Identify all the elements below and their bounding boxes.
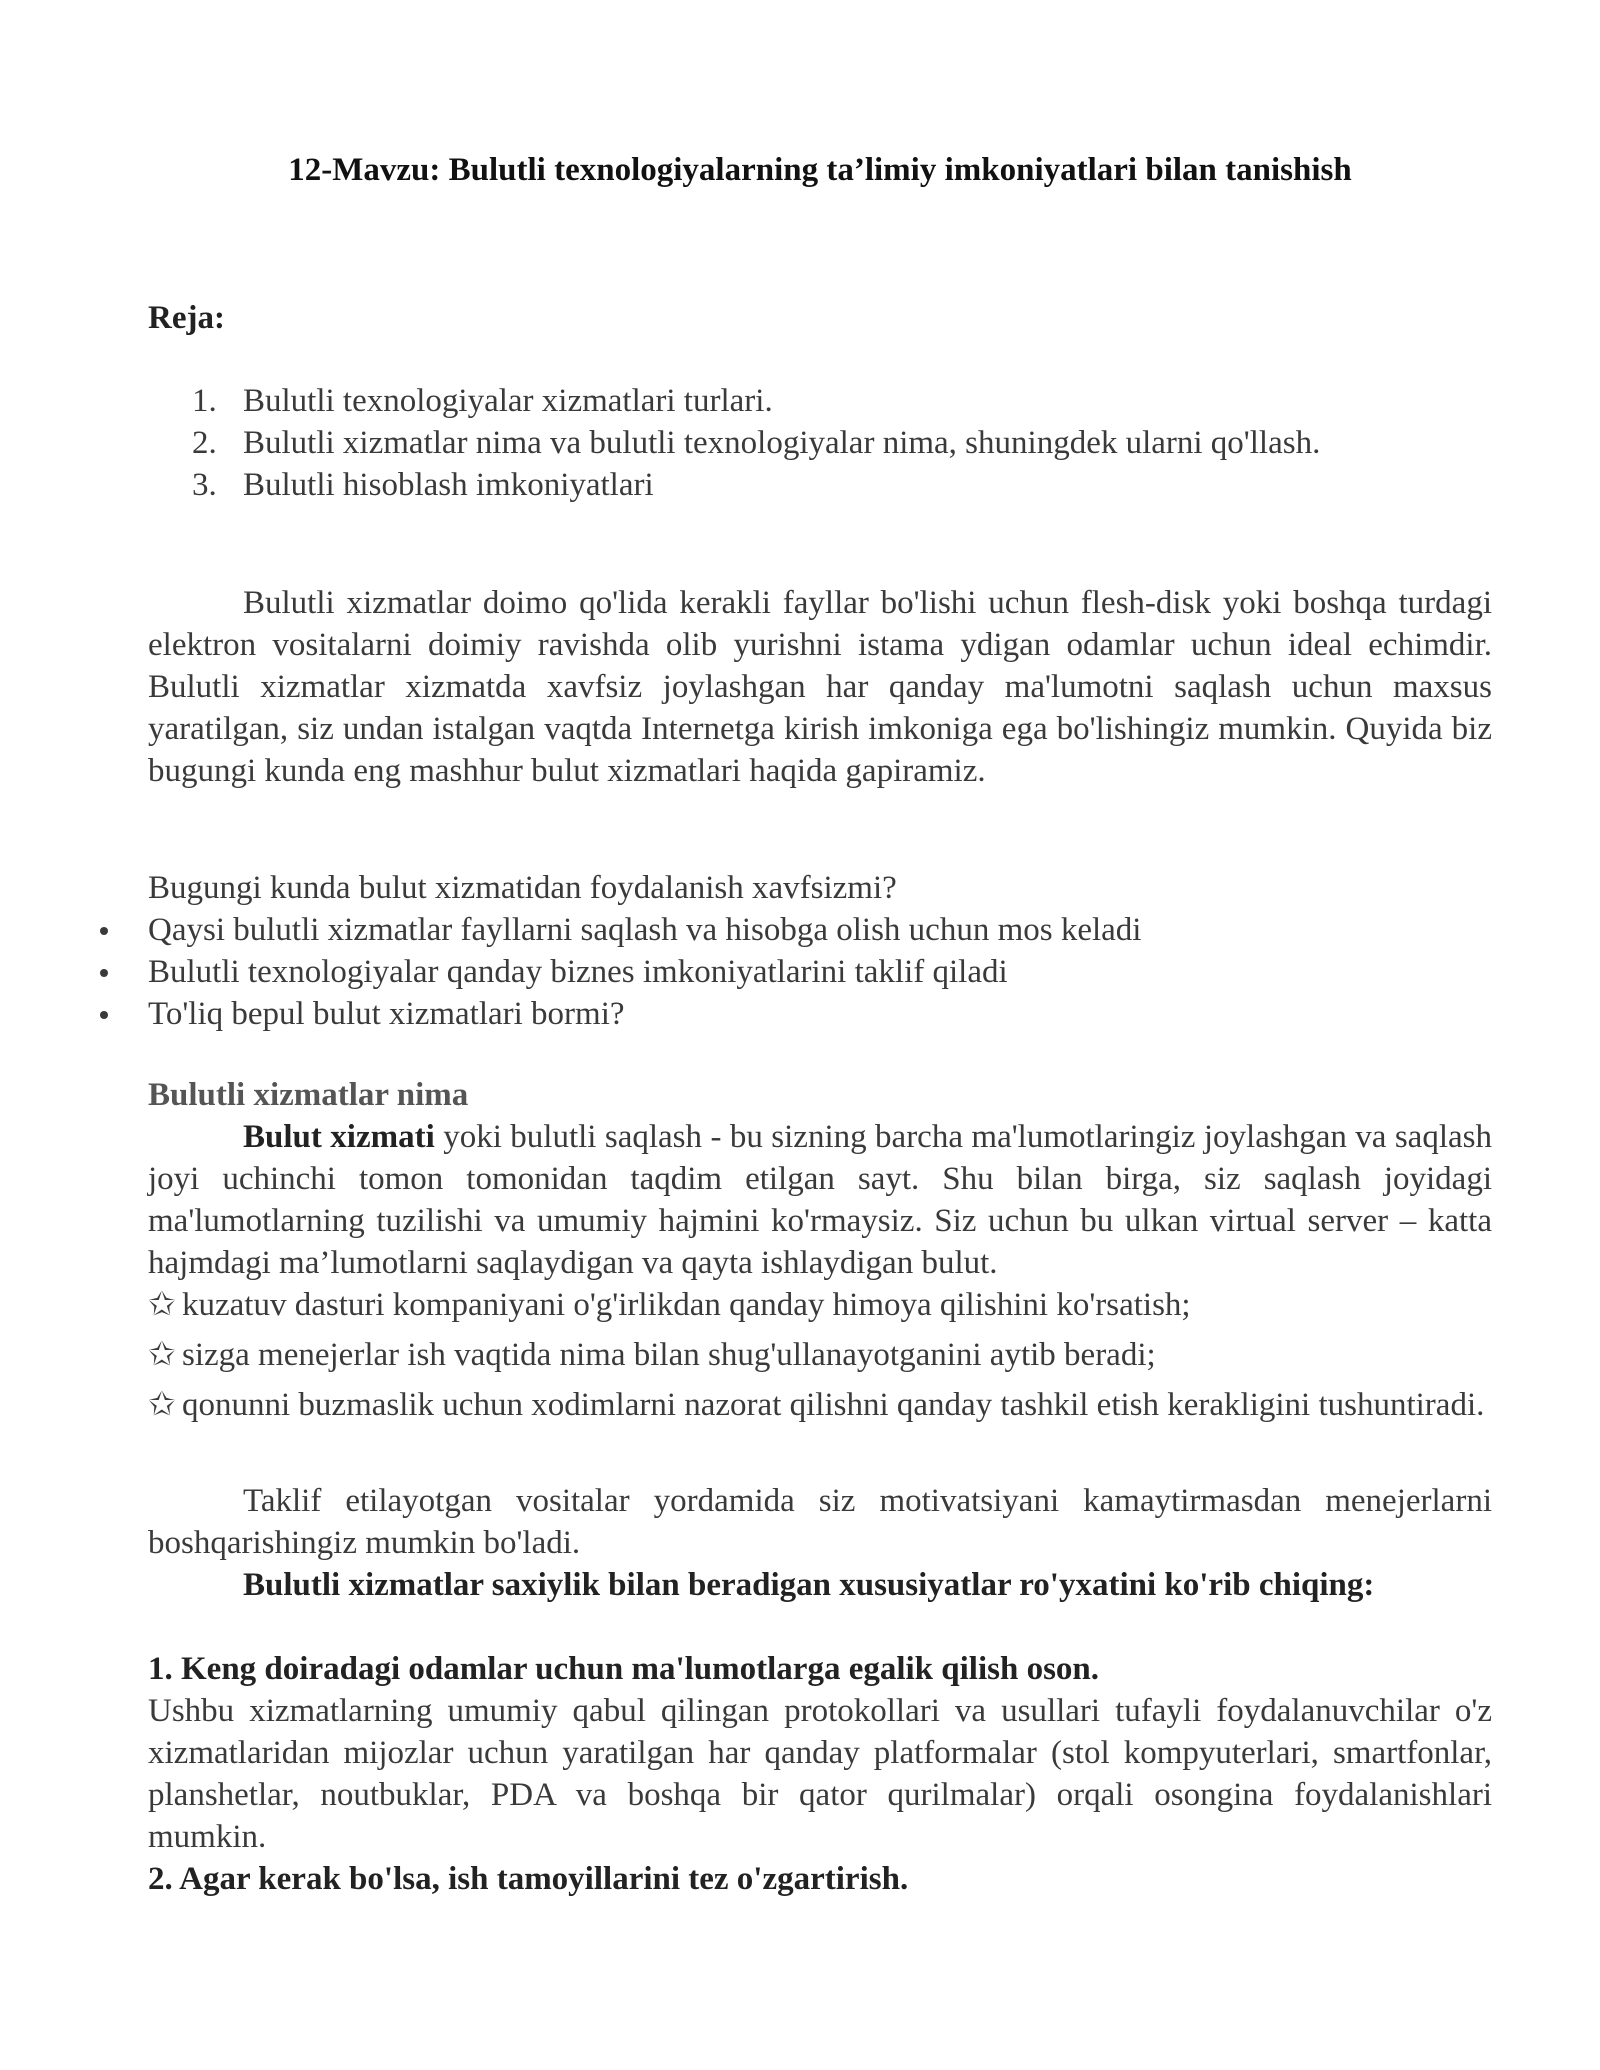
definition-paragraph: [148, 1116, 1492, 1284]
question-text: Bulutli texnologiyalar qanday biznes imkoniyatlarini taklif qiladi: [148, 954, 1008, 990]
bullet-icon: [100, 1011, 108, 1019]
question-item: [148, 909, 1492, 951]
document-title: 12-Mavzu: Bulutli texnologiyalarning ta’limiy imkoniyatlari bilan tanishish: [288, 152, 1352, 188]
plan-item: [148, 422, 1498, 464]
taklif-paragraph: Taklif etilayotgan vositalar yordamida siz motivatsiyani kamaytirmasdan menejerlarni boshqarishingiz mumkin bo'ladi.: [148, 1483, 1492, 1561]
plan-heading: Reja:: [148, 300, 225, 336]
plan-item-text: Bulutli xizmatlar nima va bulutli texnologiyalar nima, shuningdek ularni qo'llash.: [243, 425, 1321, 461]
question-text: Qaysi bulutli xizmatlar fayllarni saqlash va hisobga olish uchun mos keladi: [148, 912, 1142, 948]
star-item-text: sizga menejerlar ish vaqtida nima bilan shug'ullanayotganini aytib beradi;: [182, 1337, 1156, 1373]
star-item: [148, 1334, 1492, 1376]
star-icon: ✩: [148, 1287, 176, 1323]
plan-item-number: 1.: [192, 383, 217, 419]
question-lead: Bugungi kunda bulut xizmatidan foydalanish xavfsizmi?: [148, 870, 897, 906]
plan-item-number: 3.: [192, 467, 217, 503]
question-text: To'liq bepul bulut xizmatlari bormi?: [148, 996, 625, 1032]
plan-item: [148, 464, 1498, 506]
bullet-icon: [100, 927, 108, 935]
star-icon: ✩: [148, 1337, 176, 1373]
point-1-paragraph: Ushbu xizmatlarning umumiy qabul qilingan protokollari va usullari tufayli foydalanuvchilar o'z xizmatlaridan mijozlar uchun yaratilgan har qanday platformalar (stol kompyuterlari, smartfonlar, planshetlar, noutbuklar, PDA va boshqa bir qator qurilmalar) orqali osongina foydalanishlari mumkin.: [148, 1693, 1492, 1855]
plan-list: [148, 380, 1498, 506]
question-list: [148, 909, 1492, 1035]
star-icon: ✩: [148, 1387, 176, 1423]
star-item: [148, 1284, 1492, 1326]
definition-text: yoki bulutli saqlash - bu sizning barcha ma'lumotlaringiz joylashgan va saqlash joyi uchinchi tomon tomonidan taqdim etilgan sayt. Shu bilan birga, siz saqlash joyidagi ma'lumotlarning tuzilishi va umumiy hajmini ko'rmaysiz. Siz uchun bu ulkan virtual server – katta hajmdagi ma’lumotlarni saqlaydigan va qayta ishlaydigan bulut.: [148, 1119, 1492, 1281]
definition-term: Bulut xizmati: [243, 1119, 435, 1155]
star-list: [148, 1284, 1492, 1434]
section-heading: Bulutli xizmatlar nima: [148, 1077, 469, 1113]
point-1-heading: 1. Keng doiradagi odamlar uchun ma'lumotlarga egalik qilish oson.: [148, 1651, 1100, 1687]
star-item-text: kuzatuv dasturi kompaniyani o'g'irlikdan qanday himoya qilishini ko'rsatish;: [182, 1287, 1191, 1323]
star-item-text: qonunni buzmaslik uchun xodimlarni nazorat qilishni qanday tashkil etish kerakligini tushuntiradi.: [182, 1387, 1485, 1423]
question-item: [148, 951, 1492, 993]
point-2-heading: 2. Agar kerak bo'lsa, ish tamoyillarini tez o'zgartirish.: [148, 1861, 909, 1897]
bullet-icon: [100, 969, 108, 977]
plan-item-text: Bulutli texnologiyalar xizmatlari turlari.: [243, 383, 773, 419]
star-item: [148, 1384, 1492, 1426]
plan-item-text: Bulutli hisoblash imkoniyatlari: [243, 467, 654, 503]
intro-paragraph: Bulutli xizmatlar doimo qo'lida kerakli fayllar bo'lishi uchun flesh-disk yoki boshqa turdagi elektron vositalarni doimiy ravishda olib yurishni istama ydigan odamlar uchun ideal echimdir. Bulutli xizmatlar xizmatda xavfsiz joylashgan har qanday ma'lumotni saqlash uchun maxsus yaratilgan, siz undan istalgan vaqtda Internetga kirish imkoniga ega bo'lishingiz mumkin. Quyida biz bugungi kunda eng mashhur bulut xizmatlari haqida gapiramiz.: [148, 585, 1492, 789]
features-intro: Bulutli xizmatlar saxiylik bilan beradigan xususiyatlar ro'yxatini ko'rib chiqing:: [243, 1567, 1375, 1603]
plan-item: [148, 380, 1498, 422]
question-item: [148, 993, 1492, 1035]
plan-item-number: 2.: [192, 425, 217, 461]
